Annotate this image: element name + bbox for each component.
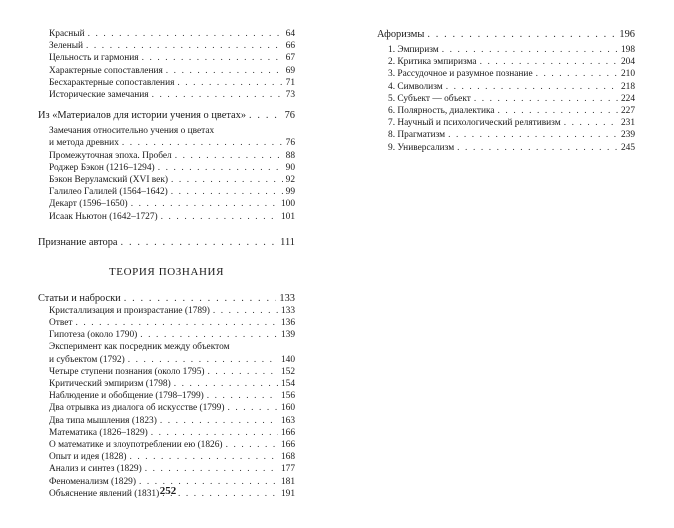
left-toc-column	[38, 28, 295, 500]
dot-leader	[171, 174, 283, 186]
dot-leader	[226, 439, 278, 451]
toc-entry	[38, 378, 295, 390]
toc-entry-page: 191	[280, 488, 295, 499]
toc-entry-page: 71	[285, 77, 295, 88]
dot-leader	[498, 105, 618, 117]
toc-entry-page: 168	[280, 452, 295, 463]
toc-heading-page: 133	[279, 292, 295, 304]
dot-leader	[457, 142, 618, 154]
dot-leader	[175, 150, 283, 162]
toc-entry-page: 140	[280, 354, 295, 365]
toc-entry-title: Ответ	[49, 318, 73, 329]
toc-entry-title-line1: Замечания относительно учения о цветах	[49, 126, 215, 137]
toc-group-colors	[38, 28, 295, 101]
toc-entry-page: 66	[285, 41, 295, 52]
toc-entry	[38, 40, 295, 52]
toc-entry-title: Промежуточная эпоха. Пробел	[49, 150, 172, 161]
dot-leader	[121, 236, 278, 249]
toc-entry-page: 210	[620, 69, 635, 80]
toc-entry	[38, 52, 295, 64]
toc-entry-page: 227	[620, 106, 635, 117]
toc-entry	[377, 44, 635, 56]
toc-entry	[38, 390, 295, 402]
toc-entry	[38, 89, 295, 101]
toc-heading-title: Афоризмы	[377, 29, 425, 40]
toc-entry-title: Красный	[49, 29, 85, 39]
toc-entry-page: 136	[280, 318, 295, 329]
dot-leader	[174, 378, 278, 390]
toc-entry-page: 139	[280, 330, 295, 341]
toc-entry-title: Бесхарактерные сопоставления	[49, 77, 175, 88]
dot-leader	[171, 186, 283, 198]
dot-leader	[124, 292, 277, 305]
toc-entry-title: Анализ и синтез (1829)	[49, 464, 142, 475]
toc-entry-title: Гипотеза (около 1790)	[49, 330, 138, 341]
dot-leader	[213, 305, 278, 317]
toc-entry	[38, 439, 295, 451]
dot-leader	[128, 354, 278, 366]
toc-entry-title: О математике и злоупотреблении ею (1826)	[49, 440, 223, 451]
toc-group-history	[38, 150, 295, 223]
toc-entry	[38, 329, 295, 341]
toc-heading-acknowledgement	[38, 236, 295, 249]
toc-entry-page: 177	[280, 464, 295, 475]
toc-entry	[377, 129, 635, 141]
toc-entry	[38, 150, 295, 162]
toc-entry-page: 218	[620, 81, 635, 92]
toc-entry-title: Декарт (1596–1650)	[49, 199, 128, 210]
toc-entry-page: 231	[620, 118, 635, 129]
toc-entry-page: 198	[620, 45, 635, 55]
toc-entry-title: Наблюдение и обобщение (1798–1799)	[49, 391, 204, 402]
toc-entry-title: 9. Универсализм	[388, 142, 455, 153]
toc-entry	[38, 162, 295, 174]
toc-entry	[38, 28, 295, 40]
page-number: 252	[159, 485, 177, 497]
toc-heading-page: 196	[619, 29, 635, 40]
toc-entry-page: 160	[280, 403, 295, 414]
toc-group-articles-cont	[38, 366, 295, 500]
toc-entry-title: Опыт и идея (1828)	[49, 452, 127, 463]
toc-entry-title: Цельность и гармония	[49, 53, 139, 64]
toc-entry	[377, 105, 635, 117]
toc-entry-page: 166	[280, 427, 295, 438]
dot-leader	[158, 162, 283, 174]
dot-leader	[88, 28, 283, 40]
dot-leader	[446, 81, 618, 93]
toc-entry-page: 64	[285, 29, 295, 39]
toc-group-aphorisms	[377, 44, 635, 154]
toc-heading-title: Признание автора	[38, 236, 118, 248]
toc-entry-title: 2. Критика эмпиризма	[388, 57, 477, 68]
toc-entry-page: 101	[280, 211, 295, 222]
toc-entry-page: 239	[620, 130, 635, 141]
toc-entry-title: Математика (1826–1829)	[49, 427, 148, 438]
toc-entry	[38, 451, 295, 463]
toc-entry-title: 8. Прагматизм	[388, 130, 446, 141]
toc-entry-title: Галилео Галилей (1564–1642)	[49, 187, 168, 198]
toc-entry-page: 73	[285, 90, 295, 101]
toc-entry	[38, 211, 295, 223]
toc-entry-title: 4. Символизм	[388, 81, 443, 92]
toc-heading-aphorisms	[377, 28, 635, 41]
toc-entry-title: Объяснение явлений (1831)	[49, 488, 160, 499]
dot-leader	[442, 44, 618, 56]
toc-entry-title-line1: Эксперимент как посредник между объектом	[49, 342, 230, 353]
toc-entry-title-line2: и метода древних	[49, 138, 119, 149]
toc-entry	[377, 93, 635, 105]
dot-leader	[76, 317, 278, 329]
toc-entry	[38, 415, 295, 427]
toc-entry	[38, 366, 295, 378]
dot-leader	[161, 211, 278, 223]
toc-entry-title: 6. Полярность, диалектика	[388, 106, 495, 117]
toc-group-articles	[38, 305, 295, 342]
toc-entry	[38, 77, 295, 89]
toc-heading-page: 76	[284, 110, 295, 122]
toc-entry-page: 163	[280, 415, 295, 426]
toc-entry	[377, 117, 635, 129]
toc-entry-page: 245	[620, 142, 635, 153]
dot-leader	[480, 56, 618, 68]
toc-entry-page: 99	[285, 187, 295, 198]
toc-entry-title: Характерные сопоставления	[49, 65, 163, 76]
dot-leader	[151, 427, 278, 439]
toc-entry-page: 224	[620, 93, 635, 104]
toc-heading-title: Статьи и наброски	[38, 292, 121, 304]
dot-leader	[474, 93, 618, 105]
dot-leader	[208, 366, 278, 378]
toc-entry	[38, 317, 295, 329]
dot-leader	[249, 109, 282, 122]
toc-entry	[38, 305, 295, 317]
toc-entry	[38, 427, 295, 439]
toc-entry	[377, 56, 635, 68]
toc-entry-title: Исаак Ньютон (1642–1727)	[49, 211, 158, 222]
dot-leader	[131, 198, 278, 210]
dot-leader	[177, 77, 282, 89]
toc-heading-articles	[38, 292, 295, 305]
toc-entry	[377, 81, 635, 93]
toc-entry-page: 88	[285, 150, 295, 161]
toc-entry-title: 1. Эмпиризм	[388, 45, 439, 55]
dot-leader	[564, 117, 618, 129]
toc-entry	[38, 186, 295, 198]
toc-entry-title-line2: и субъектом (1792)	[49, 354, 125, 365]
toc-entry-title: Два отрывка из диалога об искусстве (1799)	[49, 403, 225, 414]
toc-entry-multiline	[38, 341, 295, 365]
toc-entry	[38, 65, 295, 77]
toc-entry-page: 92	[285, 175, 295, 186]
toc-entry	[377, 68, 635, 80]
toc-entry	[38, 198, 295, 210]
toc-entry-page: 133	[280, 305, 295, 316]
dot-leader	[228, 402, 278, 414]
dot-leader	[145, 463, 278, 475]
toc-entry-title: Зеленый	[49, 41, 84, 52]
toc-entry-title: 7. Научный и психологический релятивизм	[388, 118, 561, 129]
toc-entry-title: Кристаллизация и произрастание (1789)	[49, 305, 210, 316]
toc-entry-page: 154	[280, 379, 295, 390]
dot-leader	[427, 28, 616, 41]
toc-entry	[38, 463, 295, 475]
toc-entry-page: 69	[285, 65, 295, 76]
dot-leader	[86, 40, 283, 52]
toc-entry	[38, 402, 295, 414]
dot-leader	[536, 68, 618, 80]
toc-entry-multiline	[38, 125, 295, 149]
toc-entry-title: Исторические замечания	[49, 90, 149, 101]
toc-entry-page: 156	[280, 391, 295, 402]
toc-entry-title: Четыре ступени познания (около 1795)	[49, 366, 205, 377]
toc-entry	[38, 174, 295, 186]
toc-entry-page: 152	[280, 366, 295, 377]
toc-entry-title-line2-row	[38, 354, 295, 366]
toc-entry-page: 166	[280, 440, 295, 451]
dot-leader	[448, 129, 618, 141]
section-title: ТЕОРИЯ ПОЗНАНИЯ	[108, 265, 225, 278]
toc-entry-title: Роджер Бэкон (1216–1294)	[49, 162, 155, 173]
toc-entry-page: 100	[280, 199, 295, 210]
toc-entry-page: 67	[285, 53, 295, 64]
dot-leader	[122, 137, 283, 149]
toc-heading-materials	[38, 109, 295, 122]
toc-entry-title: 5. Субъект — объект	[388, 93, 471, 104]
toc-entry-page: 204	[620, 57, 635, 68]
dot-leader	[160, 415, 278, 427]
toc-entry	[377, 142, 635, 154]
toc-entry-title: Феноменализм (1829)	[49, 476, 136, 487]
toc-entry-page: 90	[285, 162, 295, 173]
toc-heading-page: 111	[280, 236, 295, 248]
dot-leader	[142, 52, 283, 64]
toc-entry-title: Два типа мышления (1823)	[49, 415, 157, 426]
toc-entry-page: 76	[285, 138, 295, 149]
dot-leader	[207, 390, 278, 402]
toc-entry-title: Критический эмпиризм (1798)	[49, 379, 171, 390]
toc-entry-title: Бэкон Веруламский (XVI век)	[49, 175, 168, 186]
toc-entry-title: 3. Рассудочное и разумное познание	[388, 69, 533, 80]
dot-leader	[166, 65, 283, 77]
dot-leader	[140, 329, 278, 341]
dot-leader	[152, 89, 283, 101]
toc-entry-page: 181	[280, 476, 295, 487]
toc-entry-title-line2-row	[38, 137, 295, 149]
right-toc-column	[377, 28, 635, 154]
toc-heading-title: Из «Материалов для истории учения о цветах»	[38, 110, 247, 122]
dot-leader	[130, 451, 278, 463]
